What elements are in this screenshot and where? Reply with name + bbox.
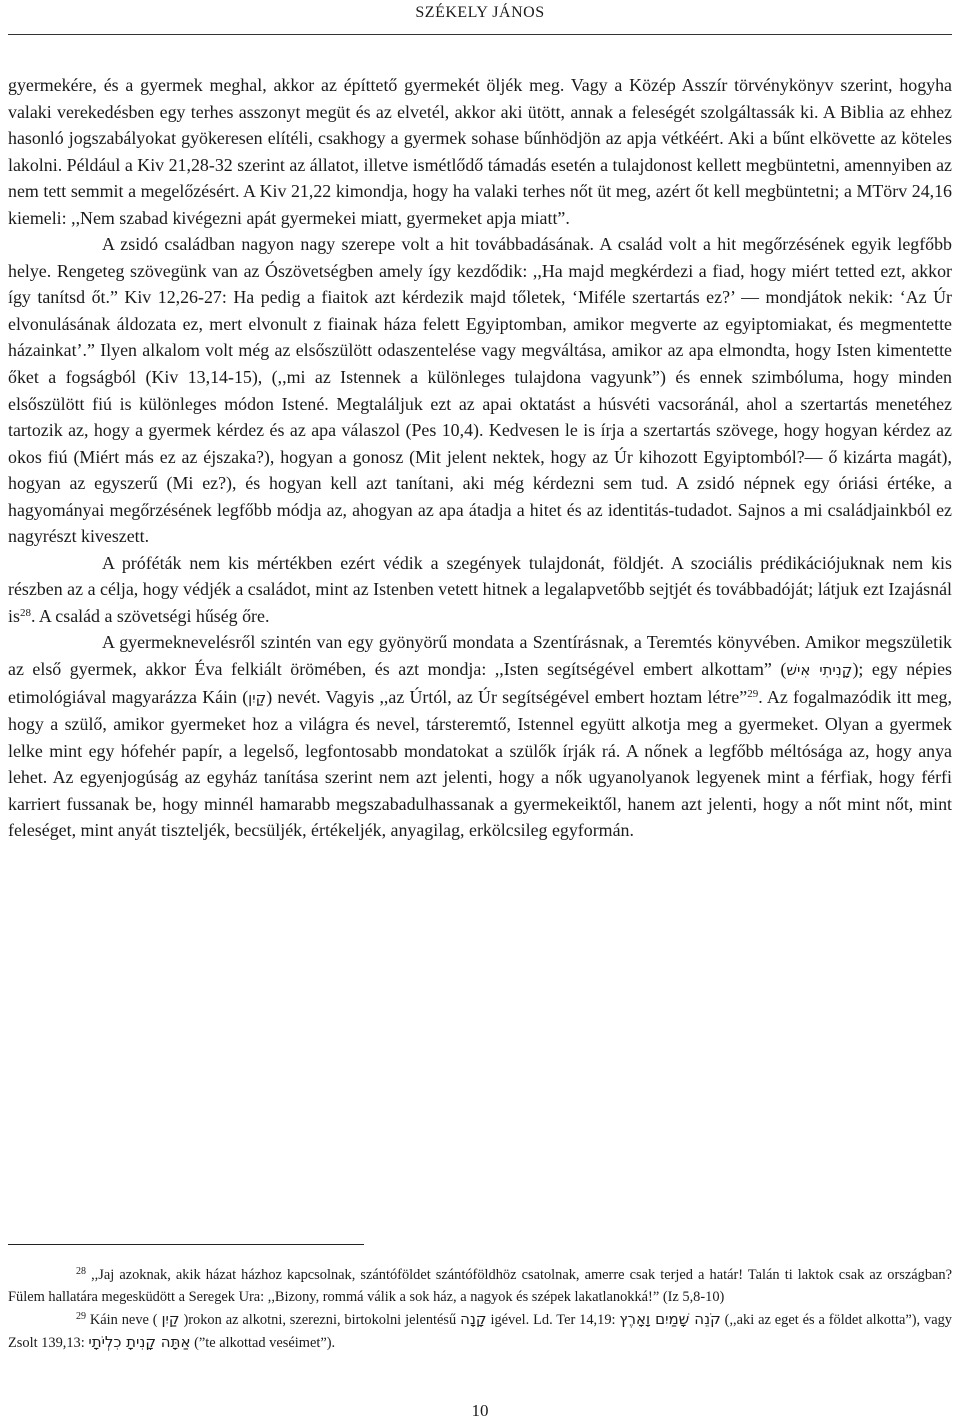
paragraph-4-text-d: . Az fogalmazódik itt meg, hogy a szülő, amikor gyermeket hoz a világra és nevel, társteremtő, Istennel együtt alkotja meg a gyermeket. Olyan a gyermek lelke mint egy hófehér papír, a legelső, legfontosabb mondatokat a szülők írják rá. A nőnek a legfőbb méltósága az, hogy anya lehet. Az egyenjogúság az egyház tanítása szerint nem azt jelenti, hogy a nők ugyanolyanok legyenek mint a férfiak, hogy férfi karriert fussanak be, hogy minnél hamarabb megszabadulhassanak a gyermekeiktől, hanem azt jelenti, hogy a nőt mint nőt, mint feleséget, mint anyát tiszteljék, becsüljék, értékeljék, anyagilag, erkölcsileg egyformán.	[8, 686, 952, 841]
paragraph-4-text-c: ) nevét. Vagyis ,,az Úrtól, az Úr segítségével embert hoztam létre”	[266, 686, 748, 707]
paragraph-2-text: A zsidó családban nagyon nagy szerepe volt a hit továbbadásának. A család volt a hit megőrzésének egyik legfőbb helye. Rengeteg szövegünk van az Ószövetségben amely így kezdődik: ,,Ha majd megkérdezi a fiad, hogy miért tetted ezt, akkor így tanítsd őt.” Kiv 12,26-27: Ha pedig a fiaitok azt kérdezik majd tőletek, ‘Miféle szertartás ez?’ — mondjátok nekik: ‘Az Úr elvonulásának áldozata ez, mert elvonult z fiainak háza felett Egyiptomban, amikor megverte az egyiptomiakat, és megmentette házainkat’.” Ilyen alkalom volt még az elsőszülött odaszentelése vagy megváltása, amikor az apa elmondta, hogy Isten kimentette őket a fogságból (Kiv 13,14-15), (,,mi az Istennek a különleges tulajdona vagyunk”) és ennek szimbóluma, hogy minden elsőszülött fiú is különleges módon Istené. Megtaláljuk ezt az apai oktatást a húsvéti vacsoránál, ahol a szertartás menetéhez tartozik az, hogy a gyermek kérdez és az apa válaszol (Pes 10,4). Kedvesen le is írja a szertartás szövege, hogy hogyan kérdez az okos fiú (Miért más ez az éjszaka?), hogyan a gonosz (Mit jelent nektek, hogy az Úr kihozott Egyiptomból?— ő kizárta magát), hogyan az egyszerű (Mi ez?), és hogyan kell azt tanítani, aki még kérdezni sem tud. A zsidó népnek egy óriási értéke, a hagyományai megőrzésének legfőbb módja az, ahogyan az apa átadja a hitet és az identitás-tudadot. Sajnos a mi családjainkból ez nagyrészt kiveszett.	[8, 234, 952, 547]
footnotes	[8, 1264, 952, 1354]
running-header: SZÉKELY JÁNOS	[415, 4, 545, 21]
header-rule	[8, 34, 952, 35]
footnote-29	[8, 1308, 952, 1354]
paragraph-4-text-a: A gyermeknevelésről szintén van egy gyönyörű mondata a Szentírásnak, a Teremtés könyvében. Amikor megszületik az első gyermek, akkor Éva felkiált örömében, és azt mondja: ,,Isten segítségével embert alkottam” (	[8, 632, 952, 680]
footnote-29-text-e: (”te alkottad veséimet”).	[190, 1335, 336, 1351]
footnote-28-text: ,,Jaj azoknak, akik házat házhoz kapcsolnak, szántóföldet szántóföldhöz csatolnak, amerre csak terjed a határ! Talán ti laktok csak az országban? Fülem hallatára megesküdött a Seregek Ura: ,,Bizony, rommá válik a sok ház, a nagyok és szépek lakatlanokká!” (Iz 5,8-10)	[8, 1267, 952, 1305]
page-number: 10	[471, 1401, 489, 1420]
footnote-separator	[8, 1244, 364, 1245]
paragraph-1-text: gyermekére, és a gyermek meghal, akkor az építtető gyermekét öljék meg. Vagy a Közép Asszír törvénykönyv szerint, hogyha valaki verekedésben egy terhes asszonyt megüt és az elvetél, akkor aki ütött, annak a feleségét szolgáltassák ki. A Biblia az ehhez hasonló jogszabályokat gyökeresen elítéli, csakhogy a gyermek sohase bűnhödjön az apja vétkéért. Aki a bűnt elkövette az köteles lakolni. Például a Kiv 21,28-32 szerint az állatot, illetve ismétlődő támadás esetén a tulajdonost kellett megbüntetni, amennyiben az nem tett semmit a megelőzésért. A Kiv 21,22 kimondja, hogy ha valaki terhes nőt üt meg, azért őt kell megbüntetni; a MTörv 24,16 kiemeli: ,,Nem szabad kivégezni apát gyermekei miatt, gyermeket apja miatt”.	[8, 75, 952, 228]
footnote-29-text-b: )rokon az alkotni, szerezni, birtokolni jelentésű	[179, 1312, 461, 1328]
paragraph-1	[8, 72, 952, 231]
paragraph-3-text-b: . A család a szövetségi hűség őre.	[30, 605, 270, 626]
paragraph-2	[8, 231, 952, 550]
footnote-ref-29[interactable]: 29	[747, 687, 759, 700]
hebrew-text: אַתָּה קָנִיתָ כִלְיֹתָי	[88, 1333, 191, 1351]
footnote-28	[8, 1264, 952, 1308]
footnote-29-text-d: (,,aki az eget és a földet alkotta”), vagy Zsolt 139,13:	[8, 1312, 952, 1351]
paragraph-4-text-b: ); egy népies etimológiával magyarázza Káin (	[8, 659, 952, 707]
paragraph-3	[8, 550, 952, 630]
footnote-28-mark: 28	[76, 1266, 86, 1277]
hebrew-text: קָנָה	[460, 1310, 487, 1328]
footnote-29-mark: 29	[76, 1311, 86, 1322]
paragraph-3-text-a: A próféták nem kis mértékben ezért védik a szegények tulajdonát, földjét. A szociális prédikációjuknak nem kis részben az a célja, hogy védjék a családot, mint az Istenben vetett hitnek a legalapvetőbb sejtjét és továbbadóját; látjuk ezt Izajásnál is	[8, 552, 952, 626]
footnote-29-text-a: Káin neve (	[86, 1312, 162, 1328]
hebrew-text: קַיִן	[161, 1310, 180, 1328]
hebrew-text: קָנִיתִי אִישׁ	[786, 661, 853, 680]
footnote-29-text-c: igével. Ld. Ter 14,19:	[486, 1312, 620, 1328]
hebrew-text: קֹנֵה שָׁמַיִם וָאָרֶץ	[619, 1310, 721, 1328]
footnote-ref-28[interactable]: 28	[19, 606, 31, 619]
hebrew-text: קַיִן	[248, 688, 267, 707]
main-text	[8, 72, 952, 844]
paragraph-4	[8, 629, 952, 843]
